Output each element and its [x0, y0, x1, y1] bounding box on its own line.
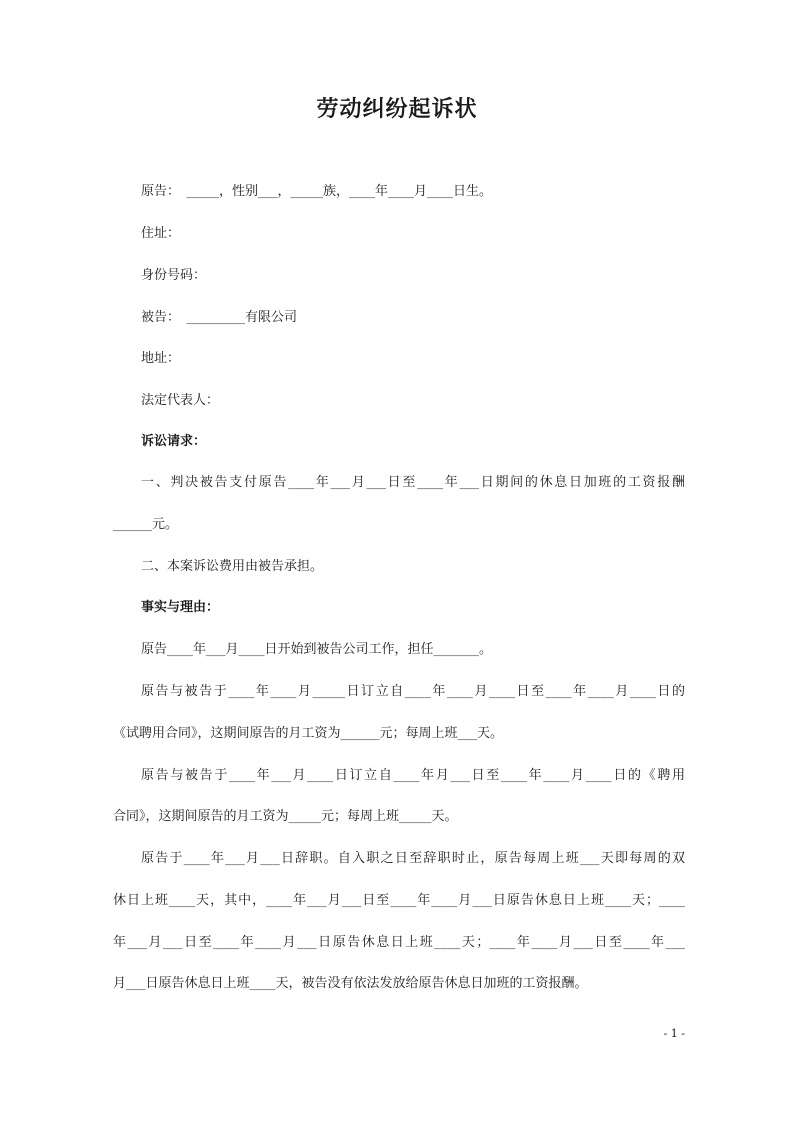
claims-heading: 诉讼请求：: [141, 434, 207, 449]
facts-paragraph-3-line-2: 合同》，这期间原告的月工资为_____元；每周上班_____天。: [113, 809, 458, 824]
facts-paragraph-3-line-1: 原告与被告于____年___月____日订立自____年月___日至____年____月____日的《聘用: [141, 768, 685, 783]
facts-paragraph-4-line-2: 休日上班____天，其中，____年___月___日至____年____月___日原告休息日上班____天；____: [113, 893, 685, 908]
facts-paragraph-2-line-2: 《试聘用合同》，这期间原告的月工资为______元；每周上班___天。: [113, 726, 504, 741]
legal-representative-line: 法定代表人：: [141, 393, 220, 408]
defendant-address-line: 地址：: [141, 351, 181, 366]
facts-paragraph-4-line-4: 月___日原告休息日上班____天，被告没有依法发放给原告休息日加班的工资报酬。: [113, 976, 588, 991]
defendant-line: 被告： _________有限公司: [141, 310, 298, 325]
claim-2-line: 二、本案诉讼费用由被告承担。: [141, 559, 324, 574]
facts-paragraph-1: 原告____年___月____日开始到被告公司工作，担任_______。: [141, 642, 493, 657]
plaintiff-address-line: 住址：: [141, 226, 181, 241]
plaintiff-id-line: 身份号码：: [141, 268, 207, 283]
facts-heading: 事实与理由：: [141, 600, 220, 615]
claim-1-line-1: 一、判决被告支付原告____年___月___日至____年___日期间的休息日加班的工资报酬: [141, 475, 685, 490]
facts-paragraph-4-line-1: 原告于____年___月___日辞职。自入职之日至辞职时止，原告每周上班___天即每周的双: [141, 851, 685, 866]
document-title: 劳动纠纷起诉状: [316, 96, 478, 122]
facts-paragraph-2-line-1: 原告与被告于____年____月_____日订立自____年____月____日至____年____月____日的: [141, 684, 685, 699]
facts-paragraph-4-line-3: 年___月___日至____年____月___日原告休息日上班____天；____年____月___日至____年___: [113, 935, 685, 950]
plaintiff-line: 原告： _____，性别___，_____族，____年____月____日生。: [141, 184, 493, 199]
page-number: - 1 -: [663, 1027, 685, 1040]
claim-1-line-2: ______元。: [113, 517, 179, 532]
